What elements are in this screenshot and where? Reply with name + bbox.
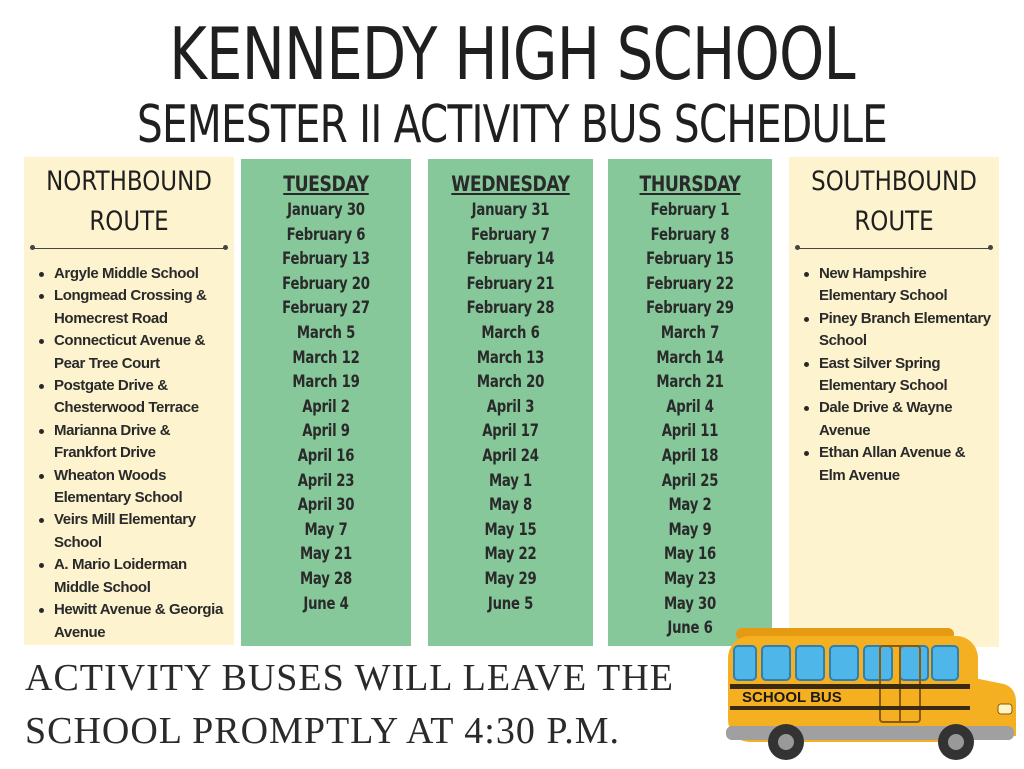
date-item: April 18	[661, 445, 719, 466]
date-item: February 21	[466, 273, 555, 294]
date-item: April 25	[661, 470, 719, 491]
date-item: April 2	[302, 396, 350, 417]
date-item: June 5	[487, 593, 534, 614]
date-item: April 23	[297, 470, 355, 491]
northbound-heading-line1: NORTHBOUND	[46, 166, 212, 197]
date-item: May 30	[663, 593, 717, 614]
date-item: February 8	[650, 224, 730, 245]
date-item: February 6	[286, 224, 366, 245]
page-title: KENNEDY HIGH SCHOOL	[169, 12, 855, 96]
stop-item: East Silver Spring Elementary School	[789, 353, 999, 398]
southbound-stop-list	[789, 263, 999, 487]
date-item: May 1	[488, 470, 533, 491]
date-item: February 15	[646, 249, 734, 270]
date-item: April 16	[297, 445, 355, 466]
footer-line-2: SCHOOL PROMPTLY AT 4:30 P.M.	[25, 710, 621, 752]
northbound-divider	[32, 248, 226, 249]
date-item: March 6	[481, 322, 540, 343]
stop-item: Marianna Drive & Frankfort Drive	[24, 420, 234, 465]
date-item: May 21	[299, 544, 353, 565]
northbound-route-panel	[24, 157, 234, 645]
date-item: April 4	[666, 396, 714, 417]
southbound-heading	[805, 157, 984, 242]
date-item: March 19	[292, 372, 360, 393]
date-item: March 5	[296, 322, 356, 343]
date-item: March 20	[476, 372, 545, 393]
date-item: March 13	[476, 347, 545, 368]
stop-item: Ethan Allan Avenue & Elm Avenue	[789, 442, 999, 487]
stop-item: Veirs Mill Elementary School	[24, 509, 234, 554]
page-subtitle: SEMESTER II ACTIVITY BUS SCHEDULE	[136, 95, 888, 155]
date-item: June 4	[303, 593, 349, 614]
date-item: February 7	[471, 224, 550, 245]
date-item: May 28	[299, 568, 353, 589]
southbound-heading-line2: ROUTE	[854, 206, 934, 237]
date-item: April 9	[302, 421, 350, 442]
stop-item: A. Mario Loiderman Middle School	[24, 554, 234, 599]
stop-item: Dale Drive & Wayne Avenue	[789, 397, 999, 442]
date-item: May 23	[663, 568, 717, 589]
southbound-divider	[797, 248, 991, 249]
date-item: April 30	[297, 495, 355, 516]
date-item: February 27	[282, 298, 370, 319]
date-item: March 7	[660, 322, 720, 343]
tuesday-heading: TUESDAY	[283, 172, 369, 196]
date-item: May 15	[484, 519, 537, 540]
tuesday-date-list	[241, 198, 411, 616]
date-item: February 1	[650, 200, 730, 220]
stop-item: Argyle Middle School	[24, 263, 234, 285]
stop-item: Postgate Drive & Chesterwood Terrace	[24, 375, 234, 420]
date-item: May 29	[484, 568, 537, 589]
date-item: April 11	[661, 421, 719, 442]
date-item: March 14	[656, 347, 724, 368]
footer-line-1: ACTIVITY BUSES WILL LEAVE THE	[25, 657, 674, 699]
tuesday-column	[241, 159, 411, 646]
stop-item: Wheaton Woods Elementary School	[24, 465, 234, 510]
date-item: January 31	[471, 200, 550, 220]
stop-item: Connecticut Avenue & Pear Tree Court	[24, 330, 234, 375]
date-item: May 22	[484, 544, 537, 565]
date-item: February 13	[282, 249, 370, 270]
date-item: February 14	[466, 249, 555, 270]
thursday-date-list	[608, 198, 772, 641]
southbound-heading-line1: SOUTHBOUND	[811, 166, 977, 197]
wednesday-heading: WEDNESDAY	[451, 172, 570, 196]
date-item: March 21	[656, 372, 724, 393]
date-item: May 8	[488, 495, 533, 516]
bus-label: SCHOOL BUS	[742, 689, 842, 706]
date-item: January 30	[287, 200, 365, 220]
thursday-column	[608, 159, 772, 646]
date-item: May 16	[663, 544, 717, 565]
northbound-heading-line2: ROUTE	[89, 206, 169, 237]
stop-item: Longmead Crossing & Homecrest Road	[24, 285, 234, 330]
northbound-heading	[40, 157, 219, 242]
date-item: April 17	[482, 421, 539, 442]
date-item: May 9	[668, 519, 712, 540]
thursday-heading: THURSDAY	[639, 172, 741, 196]
date-item: March 12	[292, 347, 360, 368]
stop-item: Piney Branch Elementary School	[789, 308, 999, 353]
date-item: February 28	[466, 298, 555, 319]
date-item: April 24	[482, 445, 539, 466]
school-bus-icon	[724, 624, 1020, 764]
stop-item: New Hampshire Elementary School	[789, 263, 999, 308]
wednesday-column	[428, 159, 593, 646]
southbound-route-panel	[789, 157, 999, 647]
date-item: May 7	[304, 519, 348, 540]
date-item: May 2	[668, 495, 712, 516]
date-item: February 29	[646, 298, 734, 319]
date-item: June 6	[667, 618, 713, 639]
date-item: April 3	[486, 396, 535, 417]
northbound-stop-list	[24, 263, 234, 644]
wednesday-date-list	[428, 198, 593, 616]
stop-item: Hewitt Avenue & Georgia Avenue	[24, 599, 234, 644]
date-item: February 22	[646, 273, 734, 294]
date-item: February 20	[282, 273, 370, 294]
